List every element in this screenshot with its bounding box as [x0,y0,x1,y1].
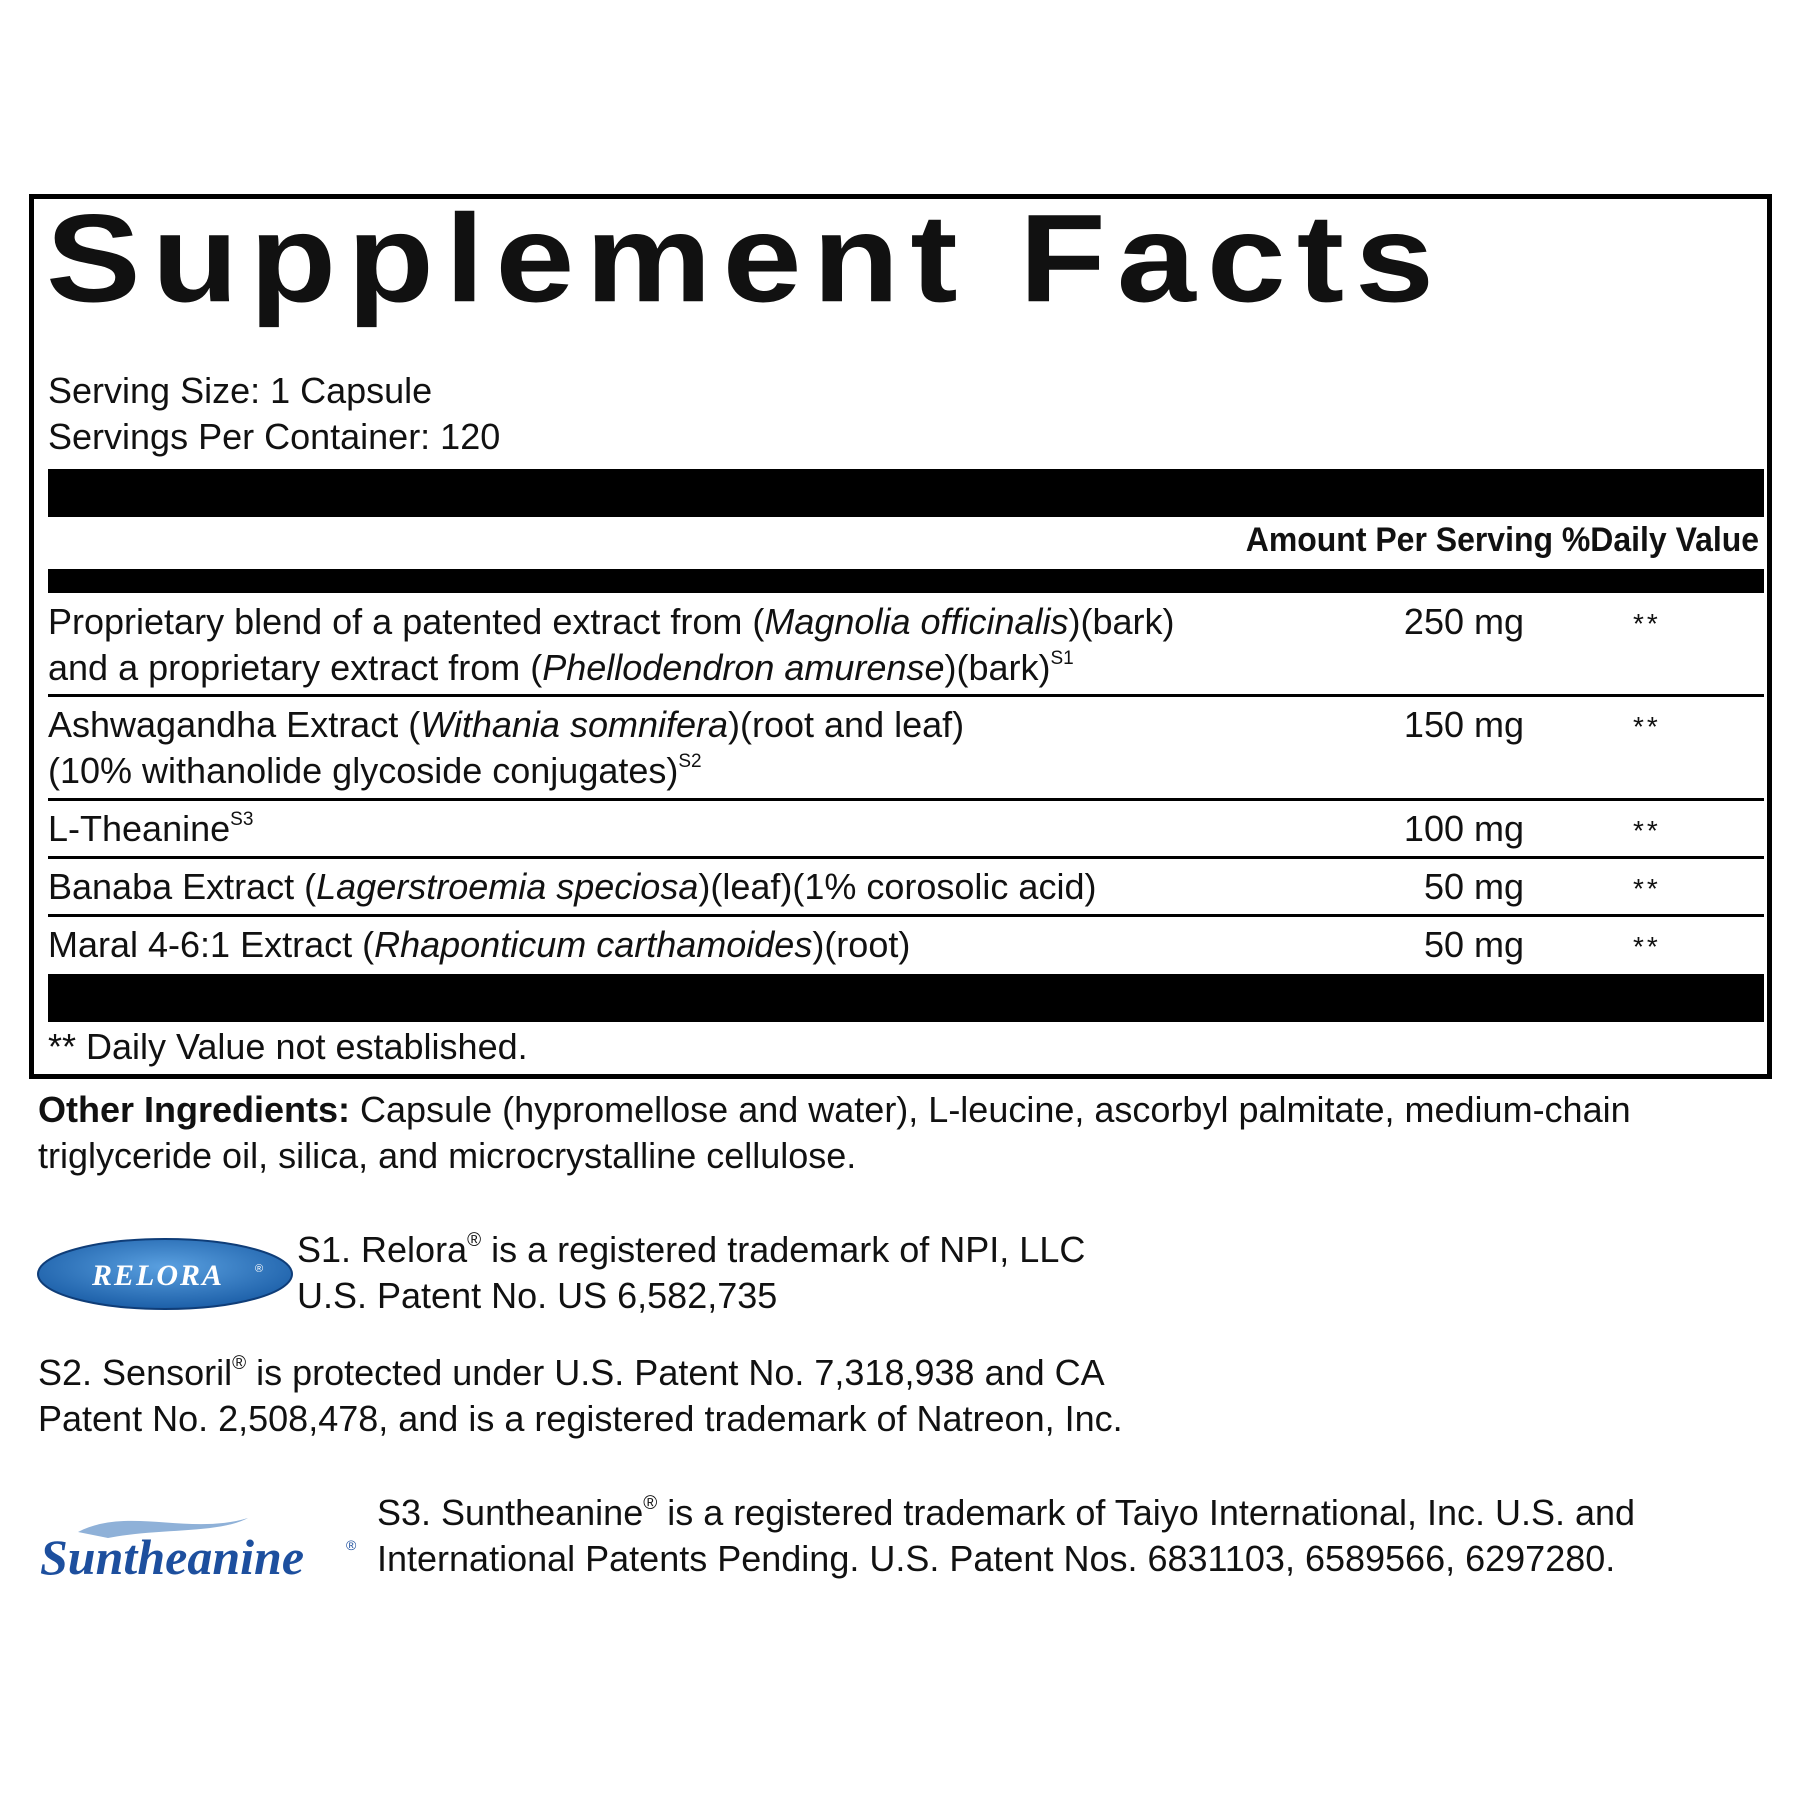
ingredient-daily-value: ** [1633,815,1661,846]
note-s3-line1: S3. Suntheanine® is a registered trademark of Taiyo International, Inc. U.S. and [377,1492,1636,1533]
thick-divider [48,974,1764,1022]
relora-logo [36,1237,294,1311]
other-ingredients [38,1087,1758,1179]
suntheanine-logo [38,1500,368,1590]
ingredient-daily-value: ** [1633,873,1661,904]
svg-text:Suntheanine: Suntheanine [40,1529,305,1585]
medium-divider [48,569,1764,593]
row-divider [48,798,1764,801]
ingredient-amount: 50 mg [1423,866,1524,907]
ingredient-daily-value: ** [1633,711,1661,742]
ingredient-name: Proprietary blend of a patented extract from (Magnolia officinalis)(bark) and a proprietary extract from (Phellodendron amurense)(bark)$^{S1}$ [48,601,1175,688]
row-divider [48,914,1764,917]
ingredient-name: Maral 4-6:1 Extract (Rhaponticum carthamoides)(root) [48,924,911,965]
daily-value-footnote: ** Daily Value not established. [48,1026,528,1067]
row-divider [48,856,1764,859]
other-ingredients-label: Other Ingredients: [38,1089,351,1130]
column-headers [1246,521,1759,560]
amount-per-serving-header: Amount Per Serving [1245,521,1553,559]
serving-size: Serving Size: 1 Capsule [48,370,433,411]
thick-divider [48,469,1764,517]
ingredient-amount: 250 mg [1403,601,1524,642]
ingredient-amount: 50 mg [1423,924,1524,965]
ingredient-name: Ashwagandha Extract (Withania somnifera)(root and leaf) (10% withanolide glycoside conjugates)$^{S2}$ [48,704,965,791]
daily-value-header: %Daily Value [1561,521,1759,559]
note-s3-line2: International Patents Pending. U.S. Patent Nos. 6831103, 6589566, 6297280. [377,1538,1616,1579]
note-s2-line1: S2. Sensoril® is protected under U.S. Patent No. 7,318,938 and CA [38,1352,1105,1393]
svg-text:RELORA: RELORA [91,1259,225,1292]
servings-per-container: Servings Per Container: 120 [48,416,501,457]
panel-title: Supplement Facts [46,188,1446,329]
supplement-facts-panel [29,188,1772,1079]
ingredient-daily-value: ** [1633,608,1661,639]
note-s1-line2: U.S. Patent No. US 6,582,735 [297,1275,778,1316]
ingredient-name: L-Theanine$^{S3}$ [48,808,254,849]
row-divider [48,694,1764,697]
other-ingredients-text: Capsule (hypromellose and water), L-leucine, ascorbyl palmitate, medium-chain triglyceride oil, silica, and microcrystalline cellulose. [38,1089,1631,1176]
note-s1-line1: S1. Relora® is a registered trademark of NPI, LLC [297,1229,1086,1270]
ingredient-amount: 100 mg [1403,808,1524,849]
note-s2-line2: Patent No. 2,508,478, and is a registered trademark of Natreon, Inc. [38,1398,1123,1439]
svg-text:®: ® [255,1263,264,1275]
ingredient-daily-value: ** [1633,931,1661,962]
ingredient-amount: 150 mg [1403,704,1524,745]
ingredient-name: Banaba Extract (Lagerstroemia speciosa)(leaf)(1% corosolic acid) [48,866,1097,907]
svg-text:®: ® [346,1537,357,1553]
